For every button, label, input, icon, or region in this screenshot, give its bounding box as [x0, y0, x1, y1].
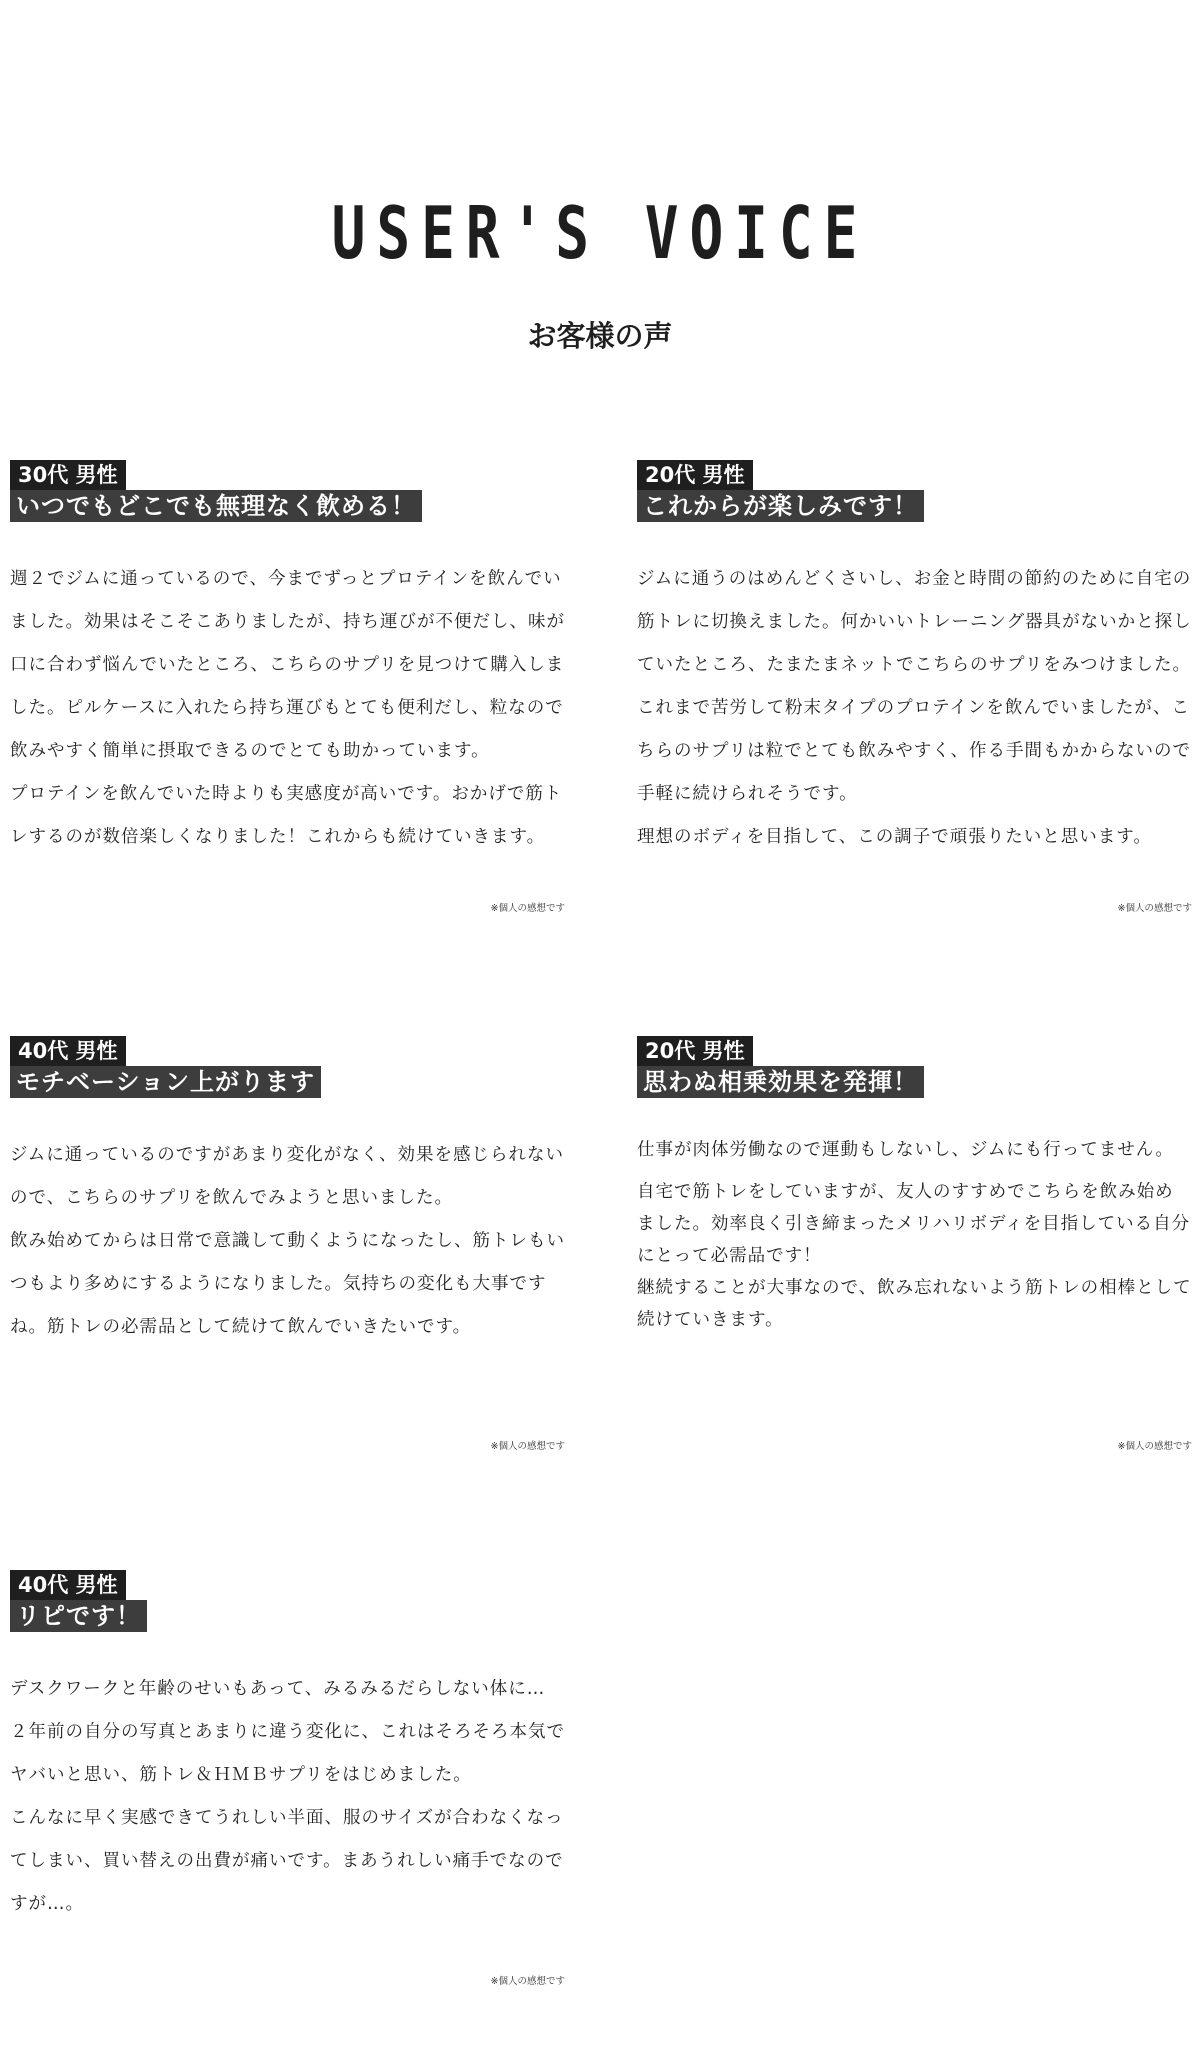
testimonial-paragraph: これまで苦労して粉末タイプのプロテインを飲んでいましたが、こちらのサプリは粒でとても飲みやすく、作る手間もかからないので手軽に続けられそうです。 — [637, 698, 1191, 804]
age-gender-badge: 20代 男性 — [637, 1036, 753, 1066]
disclaimer-note: ※個人の感想です — [490, 903, 565, 914]
disclaimer-note: ※個人の感想です — [490, 1441, 565, 1452]
testimonial-card — [10, 1036, 565, 1496]
testimonial-headline: 思わぬ相乗効果を発揮！ — [637, 1066, 924, 1098]
testimonial-headline: これからが楽しみです！ — [637, 490, 924, 522]
testimonial-body — [10, 558, 565, 859]
testimonial-paragraph: 理想のボディを目指して、この調子で頑張りたいと思います。 — [637, 827, 1152, 847]
testimonial-paragraph: 仕事が肉体労働なので運動もしないし、ジムにも行ってません。 — [637, 1140, 1174, 1160]
testimonial-paragraph: ジムに通うのはめんどくさいし、お金と時間の節約のために自宅の筋トレに切換えました。何かいいトレーニング器具がないかと探していたところ、たまたまネットでこちらのサプリをみつけました。 — [637, 569, 1192, 675]
testimonial-body — [10, 1134, 565, 1349]
testimonial-headline: リピです！ — [10, 1600, 147, 1632]
age-gender-badge: 20代 男性 — [637, 460, 753, 490]
testimonial-headline: モチベーション上がります — [10, 1066, 321, 1098]
disclaimer-note: ※個人の感想です — [490, 1976, 565, 1987]
testimonial-paragraph: デスクワークと年齢のせいもあって、みるみるだらしない体に… — [10, 1679, 546, 1699]
age-gender-badge: 30代 男性 — [10, 460, 126, 490]
testimonial-paragraph: プロテインを飲んでいた時よりも実感度が高いです。おかげで筋トレするのが数倍楽しくなりました！これからも続けていきます。 — [10, 784, 563, 847]
age-gender-badge: 40代 男性 — [10, 1036, 126, 1066]
page-title: USER'S VOICE — [331, 191, 869, 275]
page-subtitle: お客様の声 — [527, 319, 673, 353]
disclaimer-note: ※個人の感想です — [1117, 1441, 1192, 1452]
testimonial-paragraph: こんなに早く実感できてうれしい半面、服のサイズが合わなくなってしまい、買い替えの出費が痛いです。まあうれしい痛手でなのですが…。 — [10, 1808, 564, 1914]
testimonial-paragraph: 自宅で筋トレをしていますが、友人のすすめでこちらを飲み始めました。効率良く引き締まったメリハリボディを目指している自分にとって必需品です！ — [637, 1182, 1191, 1266]
testimonial-card — [637, 460, 1192, 920]
testimonial-paragraph: ジムに通っているのですがあまり変化がなく、効果を感じられないので、こちらのサプリを飲んでみようと思いました。 — [10, 1145, 564, 1208]
testimonial-paragraph: ２年前の自分の写真とあまりに違う変化に、これはそろそろ本気でヤバいと思い、筋トレ＆ＨＭＢサプリをはじめました。 — [10, 1722, 565, 1785]
testimonial-body — [10, 1668, 565, 1926]
age-gender-badge: 40代 男性 — [10, 1570, 126, 1600]
testimonial-card — [10, 460, 565, 920]
testimonial-body — [637, 1134, 1192, 1336]
testimonial-card — [10, 1570, 565, 2040]
testimonial-headline: いつでもどこでも無理なく飲める！ — [10, 490, 422, 522]
testimonial-paragraph: 飲み始めてからは日常で意識して動くようになったし、筋トレもいつもより多めにするようになりました。気持ちの変化も大事ですね。筋トレの必需品として続けて飲んでいきたいです。 — [10, 1231, 565, 1337]
disclaimer-note: ※個人の感想です — [1117, 903, 1192, 914]
testimonial-card — [637, 1036, 1192, 1496]
testimonial-paragraph: 継続することが大事なので、飲み忘れないよう筋トレの相棒として続けていきます。 — [637, 1278, 1192, 1330]
testimonial-paragraph: 週２でジムに通っているので、今までずっとプロテインを飲んでいました。効果はそこそこありましたが、持ち運びが不便だし、味が口に合わず悩んでいたところ、こちらのサプリを見つけて購入しました。ピルケースに入れたら持ち運びもとても便利だし、粒なので飲みやすく簡単に摂取できるのでとても助かっています。 — [10, 569, 565, 761]
testimonial-body — [637, 558, 1192, 859]
